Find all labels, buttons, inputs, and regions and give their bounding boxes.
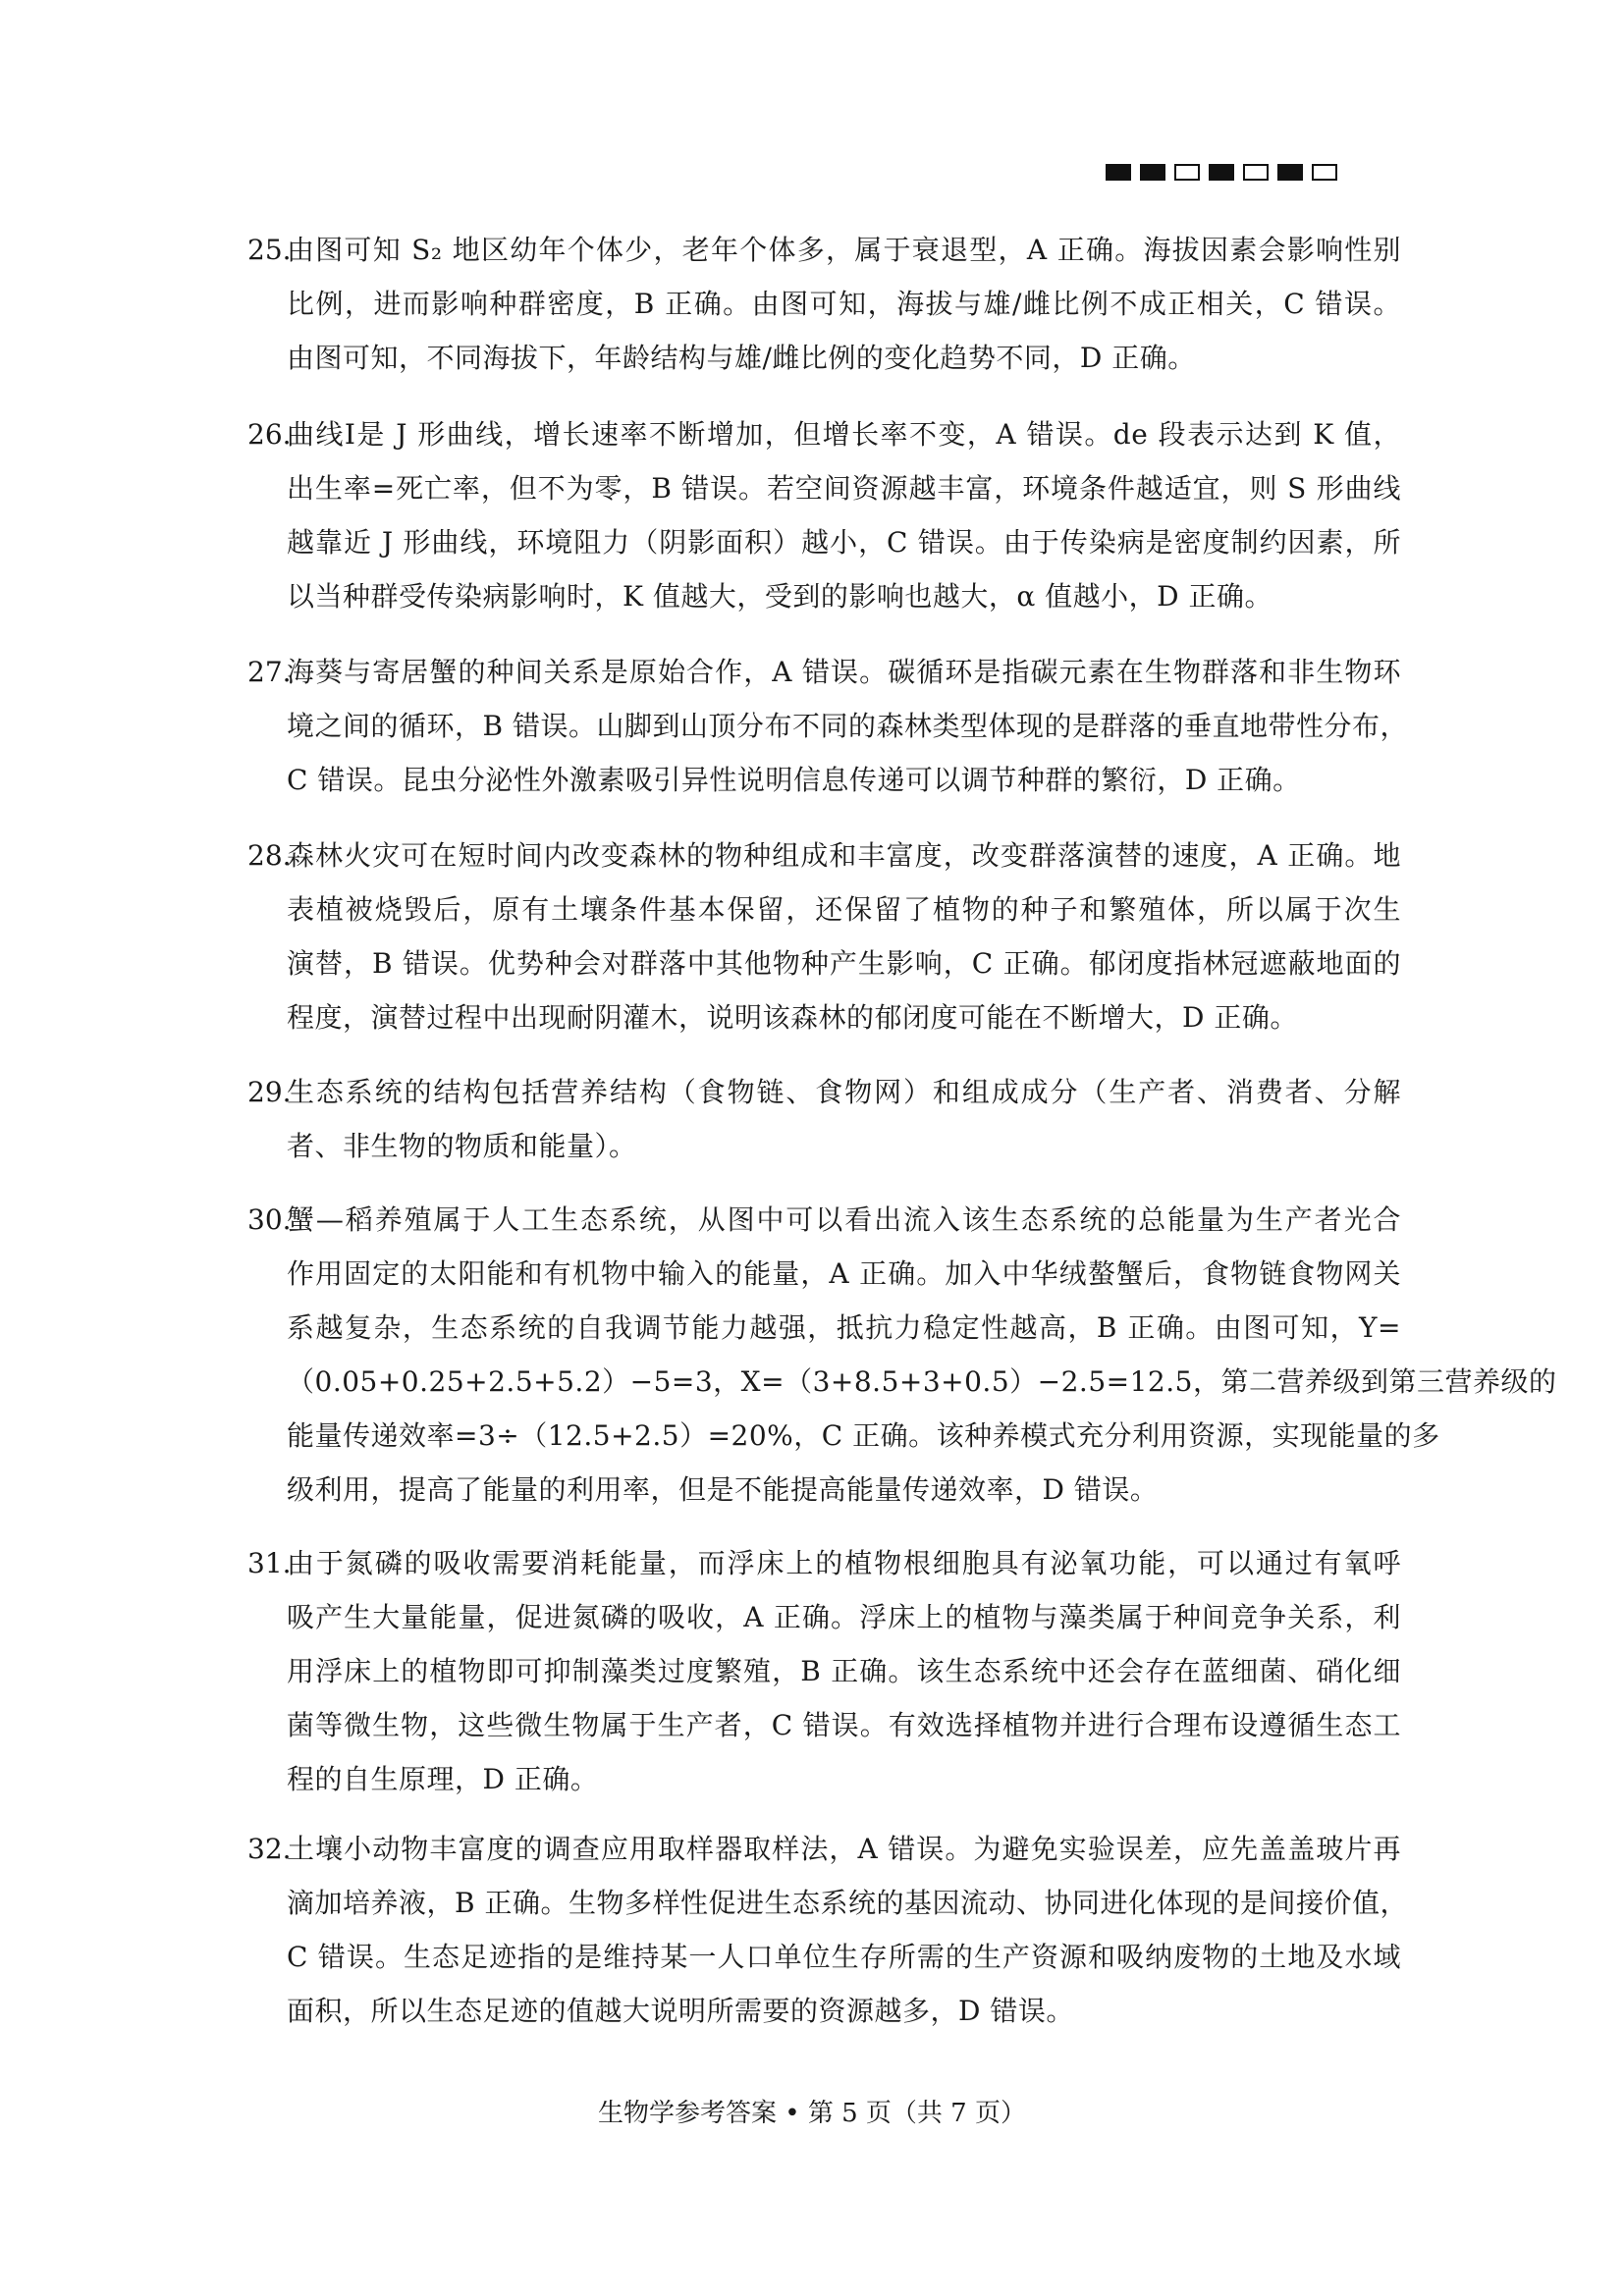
- answer-text-line: 生态系统的结构包括营养结构（食物链、食物网）和组成成分（生产者、消费者、分解: [287, 1076, 1401, 1108]
- answer-text-line: 海葵与寄居蟹的种间关系是原始合作，A 错误。碳循环是指碳元素在生物群落和非生物环: [287, 656, 1401, 688]
- header-marks: [1106, 164, 1337, 181]
- answer-item: [247, 828, 1401, 1044]
- answer-text-line: C 错误。昆虫分泌性外激素吸引异性说明信息传递可以调节种群的繁衍，D 正确。: [287, 764, 1301, 796]
- answer-text-line: 土壤小动物丰富度的调查应用取样器取样法，A 错误。为避免实验误差，应先盖盖玻片再: [287, 1833, 1401, 1865]
- answer-number: 28.: [247, 839, 292, 872]
- answer-text-line: 吸产生大量能量，促进氮磷的吸收，A 正确。浮床上的植物与藻类属于种间竞争关系，利: [287, 1601, 1401, 1633]
- answer-number: 29.: [247, 1076, 292, 1108]
- answer-number: 26.: [247, 418, 292, 451]
- answer-number: 27.: [247, 656, 292, 688]
- answer-text-line: 境之间的循环，B 错误。山脚到山顶分布不同的森林类型体现的是群落的垂直地带性分布，: [287, 710, 1408, 742]
- answer-text-line: 表植被烧毁后，原有土壤条件基本保留，还保留了植物的种子和繁殖体，所以属于次生: [287, 893, 1401, 926]
- hollow-square-mark: [1243, 164, 1269, 181]
- filled-square-mark: [1106, 164, 1131, 181]
- answer-item: [247, 1193, 1557, 1517]
- answer-text-line: 滴加培养液，B 正确。生物多样性促进生态系统的基因流动、协同进化体现的是间接价值，: [287, 1887, 1408, 1919]
- answer-text-line: 能量传递效率=3÷（12.5+2.5）=20%，C 正确。该种养模式充分利用资源，实现能量的多: [287, 1419, 1440, 1452]
- answer-text-line: 森林火灾可在短时间内改变森林的物种组成和丰富度，改变群落演替的速度，A 正确。地: [287, 839, 1401, 872]
- answer-item: [247, 407, 1401, 623]
- answer-number: 25.: [247, 234, 292, 266]
- answer-text-line: （0.05+0.25+2.5+5.2）−5=3，X=（3+8.5+3+0.5）−2.5=12.5，第二营养级到第三营养级的: [287, 1365, 1557, 1398]
- answer-text-line: 作用固定的太阳能和有机物中输入的能量，A 正确。加入中华绒螯蟹后，食物链食物网关: [287, 1257, 1401, 1290]
- answer-item: [247, 1822, 1408, 2038]
- answer-text-line: 程度，演替过程中出现耐阴灌木，说明该森林的郁闭度可能在不断增大，D 正确。: [287, 1001, 1298, 1034]
- hollow-square-mark: [1174, 164, 1200, 181]
- answer-number: 30.: [247, 1203, 292, 1236]
- answer-text-line: 出生率=死亡率，但不为零，B 错误。若空间资源越丰富，环境条件越适宜，则 S 形曲线: [287, 472, 1401, 505]
- answer-text-line: 菌等微生物，这些微生物属于生产者，C 错误。有效选择植物并进行合理布设遵循生态工: [287, 1709, 1401, 1741]
- answer-text-line: 由于氮磷的吸收需要消耗能量，而浮床上的植物根细胞具有泌氧功能，可以通过有氧呼: [287, 1547, 1401, 1579]
- filled-square-mark: [1277, 164, 1303, 181]
- answer-text-line: 级利用，提高了能量的利用率，但是不能提高能量传递效率，D 错误。: [287, 1473, 1159, 1506]
- hollow-square-mark: [1312, 164, 1337, 181]
- answer-item: [247, 645, 1408, 807]
- answer-text-line: 比例，进而影响种群密度，B 正确。由图可知，海拔与雄/雌比例不成正相关，C 错误。: [287, 288, 1401, 320]
- answer-number: 31.: [247, 1547, 292, 1579]
- answer-text-line: 蟹—稻养殖属于人工生态系统，从图中可以看出流入该生态系统的总能量为生产者光合: [287, 1203, 1401, 1236]
- answer-text-line: C 错误。生态足迹指的是维持某一人口单位生存所需的生产资源和吸纳废物的土地及水域: [287, 1941, 1401, 1973]
- answer-item: [247, 1536, 1401, 1806]
- answer-text-line: 系越复杂，生态系统的自我调节能力越强，抵抗力稳定性越高，B 正确。由图可知，Y=: [287, 1311, 1401, 1344]
- answer-text-line: 以当种群受传染病影响时，K 值越大，受到的影响也越大，α 值越小，D 正确。: [287, 580, 1272, 613]
- answer-text-line: 越靠近 J 形曲线，环境阻力（阴影面积）越小，C 错误。由于传染病是密度制约因素，所: [287, 526, 1401, 559]
- filled-square-mark: [1209, 164, 1234, 181]
- answer-text-line: 演替，B 错误。优势种会对群落中其他物种产生影响，C 正确。郁闭度指林冠遮蔽地面的: [287, 947, 1401, 980]
- answer-text-line: 面积，所以生态足迹的值越大说明所需要的资源越多，D 错误。: [287, 1995, 1074, 2027]
- answer-text-line: 由图可知，不同海拔下，年龄结构与雄/雌比例的变化趋势不同，D 正确。: [287, 342, 1196, 374]
- answer-text-line: 程的自生原理，D 正确。: [287, 1763, 599, 1795]
- answer-number: 32.: [247, 1833, 292, 1865]
- filled-square-mark: [1140, 164, 1165, 181]
- answer-item: [247, 1065, 1401, 1173]
- answer-text-line: 曲线Ⅰ是 J 形曲线，增长速率不断增加，但增长率不变，A 错误。de 段表示达到 K 值，: [287, 418, 1401, 451]
- answer-text-line: 用浮床上的植物即可抑制藻类过度繁殖，B 正确。该生态系统中还会存在蓝细菌、硝化细: [287, 1655, 1401, 1687]
- page-footer: 生物学参考答案 • 第 5 页（共 7 页）: [597, 2099, 1026, 2128]
- answer-text-line: 者、非生物的物质和能量）。: [287, 1130, 637, 1162]
- answer-text-line: 由图可知 S₂ 地区幼年个体少，老年个体多，属于衰退型，A 正确。海拔因素会影响性别: [287, 234, 1401, 266]
- answer-item: [247, 223, 1401, 385]
